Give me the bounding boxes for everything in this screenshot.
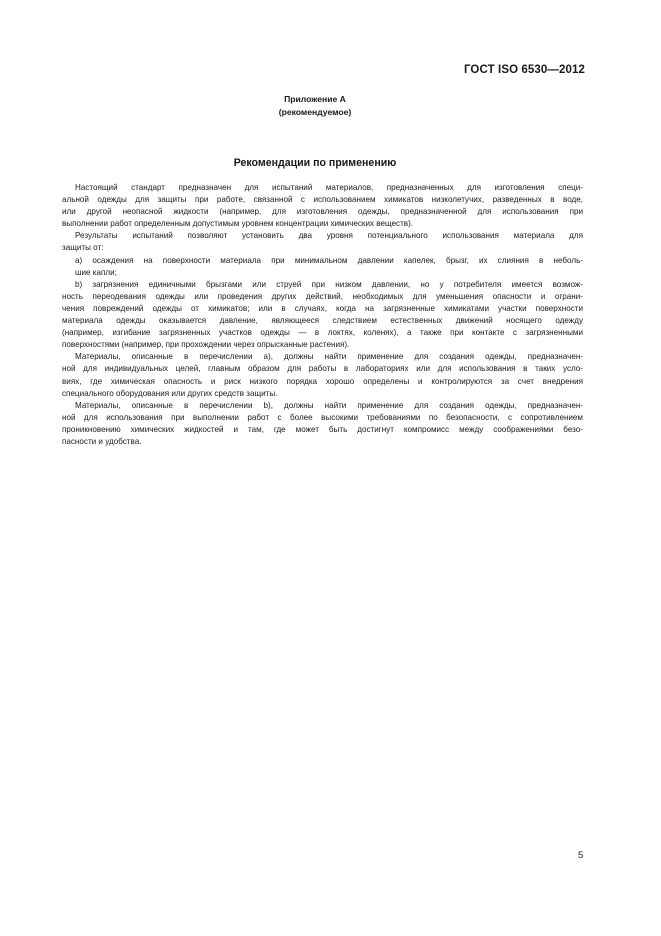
text-line: ной для использования при выполнении работ с более высокими требованиями по безопасности, с сопротивлением [62,412,583,422]
text-line: чения повреждений одежды от химикатов; или в случаях, когда на загрязненные химикатами участки поверхности [62,303,583,313]
annex-title: Приложение А [284,94,346,104]
text-line: Настоящий стандарт предназначен для испытаний материалов, предназначенных для изготовления специ- [75,183,583,192]
text-line: b) загрязнения единичными брызгами или струей при низком давлении, но у потребителя имеется возмож- [75,279,583,289]
text-line: шие капли; [75,267,117,277]
text-line: (например, изгибание загрязненных участков одежды — в локтях, коленях), а также при контакте с загрязненными [62,328,583,338]
text-line: ность переодевания одежды или проведения других действий, необходимых для уменьшения опасности и ограни- [62,291,583,301]
text-line: защиты от: [62,243,104,253]
annex-status: (рекомендуемое) [278,107,352,117]
text-line: виях, где химическая опасность и риск низкого порядка хорошо определены и контролируются за счет внедрения [62,376,583,386]
text-line: Материалы, описанные в перечислении а), должны найти применение для создания одежды, предназначен- [75,352,583,362]
section-title: Рекомендации по применению [233,157,397,169]
text-line: поверхностями (например, при прохождении через опрысканные растения). [62,340,350,350]
text-line: альной одежды для защиты при работе, связанной с использованием химикатов низколетучих, разведенных в воде, [62,195,583,205]
text-line: Материалы, описанные в перечислении b), должны найти применение для создания одежды, предназначен- [75,400,583,410]
document-code: ГОСТ ISO 6530—2012 [463,64,585,76]
annex-heading [0,93,630,119]
text-line: выполнении работ определенным допустимым уровнем концентрации химических веществ). [62,219,414,229]
text-line: ной для индивидуальных целей, главным образом для работы в лабораториях или для использования в таких усло- [62,364,583,374]
text-line: специального оборудования или других средств защиты. [62,388,278,398]
text-line: проникновению химических жидкостей и там, где может быть достигнут компромисс между соображениями безо- [62,424,583,434]
text-line: материала одежды оказывается давление, являющееся следствием естественных движений носящего одежду [62,316,583,326]
text-line: Результаты испытаний позволяют установить два уровня потенциального использования материала для [75,231,583,241]
page-number: 5 [578,850,584,861]
text-line: или другой неопасной жидкости (например, для изготовления одежды, предназначенной для использования при [62,207,583,217]
body-text [62,182,583,448]
text-line: пасности и удобства. [62,436,142,446]
text-line: a) осаждения на поверхности материала при минимальном давлении капелек, брызг, их слияния в неболь- [75,255,583,265]
